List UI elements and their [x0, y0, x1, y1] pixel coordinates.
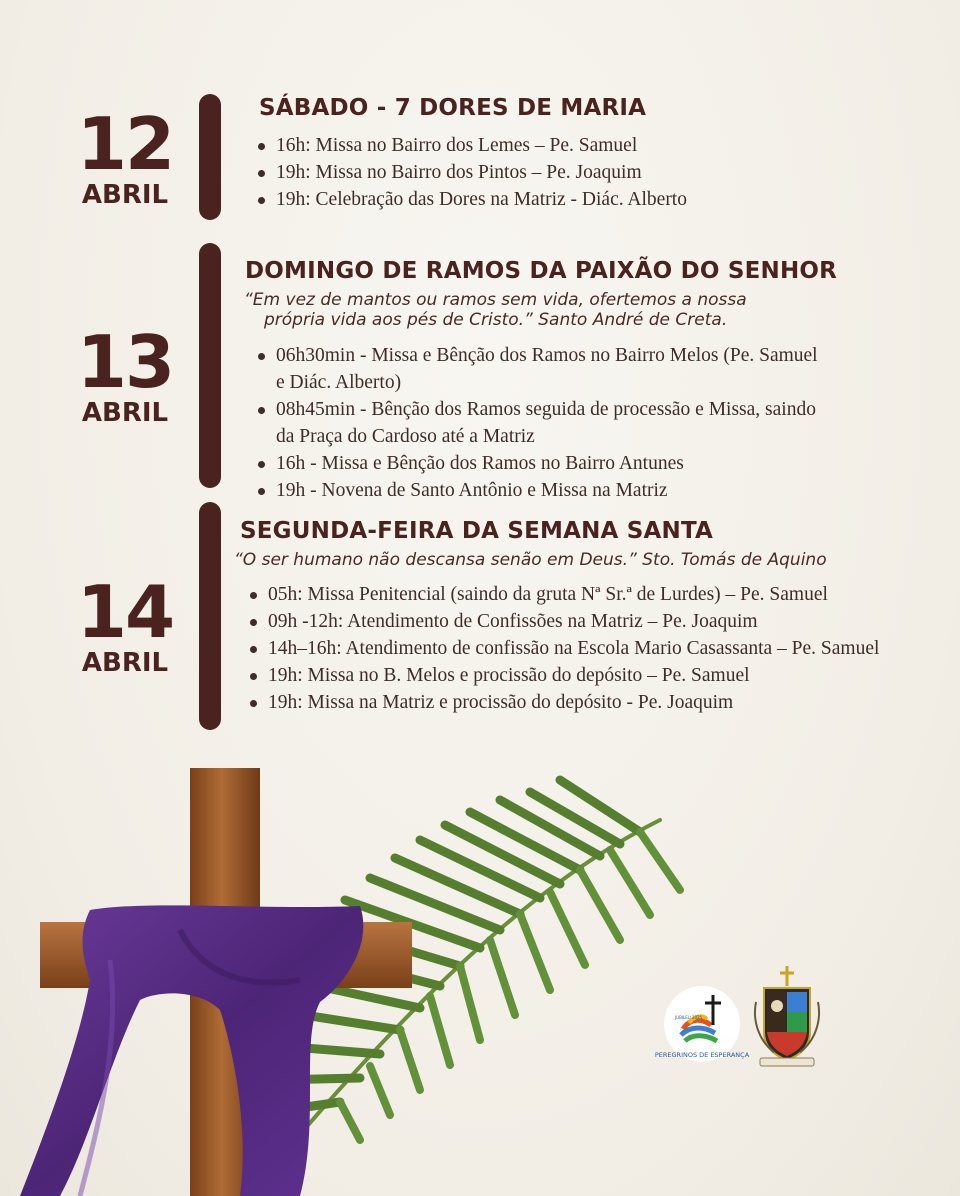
list-item: 19h - Novena de Santo Antônio e Missa na Matriz	[254, 477, 818, 504]
quote	[234, 550, 827, 570]
list-item	[254, 396, 818, 450]
quote-line: “Em vez de mantos ou ramos sem vida, ofertemos a nossa	[244, 290, 747, 310]
quote-line: própria vida aos pés de Cristo.” Santo André de Creta.	[264, 310, 728, 330]
list-item: 05h: Missa Penitencial (saindo da gruta Nª Sr.ª de Lurdes) – Pe. Samuel	[246, 581, 879, 608]
quote	[244, 290, 747, 330]
list-item: 09h -12h: Atendimento de Confissões na Matriz – Pe. Joaquim	[246, 608, 879, 635]
list-item: 14h–16h: Atendimento de confissão na Escola Mario Casassanta – Pe. Samuel	[246, 635, 879, 662]
list-item: 19h: Missa no B. Melos e procissão do depósito – Pe. Samuel	[246, 662, 879, 689]
date-month: ABRIL	[81, 648, 169, 678]
section-title: SEGUNDA-FEIRA DA SEMANA SANTA	[240, 518, 714, 544]
date-block-13	[30, 320, 220, 428]
list-item-text: 06h30min - Missa e Bênção dos Ramos no Bairro Melos (Pe. Samuel	[276, 345, 818, 366]
parish-crest-logo	[750, 962, 824, 1072]
schedule-list	[254, 342, 818, 504]
schedule-list	[254, 132, 687, 213]
date-day: 13	[76, 320, 174, 404]
list-item	[254, 342, 818, 396]
divider-bar	[199, 94, 221, 220]
divider-bar	[199, 502, 221, 730]
date-day: 14	[76, 570, 174, 654]
date-block-14	[30, 570, 220, 678]
jubilee-logo-text: PEREGRINOS DE ESPERANÇA	[654, 1051, 750, 1059]
date-block-12	[30, 102, 220, 210]
list-item: 16h - Missa e Bênção dos Ramos no Bairro Antunes	[254, 450, 818, 477]
cross-palm-illustration	[0, 740, 700, 1196]
list-item: 19h: Celebração das Dores na Matriz - Diác. Alberto	[254, 186, 687, 213]
list-item: 16h: Missa no Bairro dos Lemes – Pe. Samuel	[254, 132, 687, 159]
date-month: ABRIL	[81, 180, 169, 210]
quote-line: “O ser humano não descansa senão em Deus.” Sto. Tomás de Aquino	[234, 550, 827, 570]
list-item: 19h: Missa na Matriz e procissão do depósito - Pe. Joaquim	[246, 689, 879, 716]
list-item-continuation: da Praça do Cardoso até a Matriz	[276, 426, 535, 447]
list-item-text: 08h45min - Bênção dos Ramos seguida de processão e Missa, saindo	[276, 399, 816, 420]
jubilee-logo-small: JUBILEU 2025	[675, 1015, 703, 1020]
list-item-continuation: e Diác. Alberto)	[276, 372, 402, 393]
section-title: DOMINGO DE RAMOS DA PAIXÃO DO SENHOR	[245, 258, 838, 284]
divider-bar	[199, 243, 221, 488]
section-title: SÁBADO - 7 DORES DE MARIA	[259, 95, 647, 121]
list-item: 19h: Missa no Bairro dos Pintos – Pe. Joaquim	[254, 159, 687, 186]
date-day: 12	[76, 102, 174, 186]
schedule-list	[246, 581, 879, 716]
jubilee-logo	[654, 985, 750, 1063]
date-month: ABRIL	[81, 398, 169, 428]
